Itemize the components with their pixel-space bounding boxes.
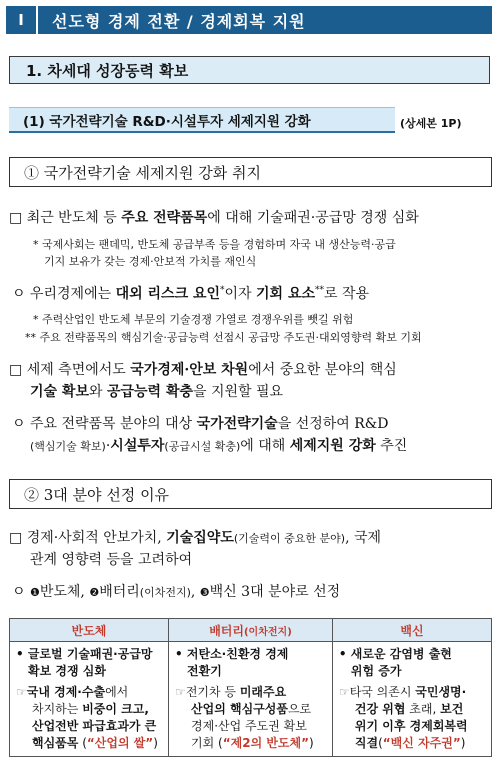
paragraph-three-fields [12,581,340,601]
paragraph-strategy-tech [12,413,388,433]
emphasis: 기술 확보 [30,384,89,400]
parenthetical: (핵심기술 확보) [30,440,106,453]
pointing-hand-icon: ☞ [338,685,350,699]
text: · [105,438,111,454]
chapter-number: Ⅰ [6,6,38,34]
paragraph-strategy-tech-cont [30,435,407,455]
number-badge-2: ❷ [89,586,100,599]
emphasis: 시설투자 [110,438,165,454]
text: 세제 측면에서도 [26,362,131,378]
cell-detail-line: 경제·산업 주도권 확보 [191,719,307,733]
text: , 국제 [345,530,382,546]
number-badge-1: ❶ [29,586,40,599]
cell-detail-line: ☞타국 의존시 국민생명· [338,685,467,699]
paragraph-competition [9,207,419,227]
circle-bullet: ㅇ [12,416,26,432]
circle-bullet: ㅇ [12,286,26,302]
parenthetical: (공급시설 확충) [164,440,241,453]
footnote-line: 기지 보유가 갖는 경제·안보적 가치를 재인식 [44,255,257,268]
emphasis: 대외 리스크 요인 [115,286,221,302]
parenthetical: (이차전지) [139,586,191,599]
pointing-hand-icon: ☞ [16,685,27,699]
cell-detail-line: ☞전기차 등 미래주요 [175,685,287,699]
text: 로 작용 [324,286,370,302]
text: 우리경제에는 [29,286,116,302]
text: 경제·사회적 안보가치, [26,530,167,546]
header-label: 백신 [400,623,424,638]
header-sublabel: (이차전지) [243,626,292,638]
section-title: 1. 차세대 성장동력 확보 [9,56,490,84]
three-fields-table [9,618,492,757]
emphasis: 국가경제·안보 차원 [130,362,249,378]
text: 을 지원할 필요 [193,384,284,400]
cell-detail-line: 산업의 핵심구성품으로 [191,702,312,716]
header-label: 배터리 [209,623,244,638]
emphasis: 주요 전략품목 [121,210,208,226]
circle-bullet: ㅇ [12,584,26,600]
footnote-mark: ** [315,285,324,296]
number-badge-3: ❸ [199,586,210,599]
text: 배터리 [99,584,140,600]
text: 백신 3대 분야로 선정 [209,584,341,600]
cell-bullet-line: 전환기 [187,664,222,678]
cell-bullet-line: • 새로운 감염병 출현 [338,647,452,661]
table-header-battery [169,619,333,642]
cell-detail-line: 핵심품목 (“산업의 쌀”) [32,736,158,750]
text: 이자 [224,286,257,302]
text: 을 선정하여 R&D [277,416,389,432]
paragraph-tax-need-cont [30,381,283,401]
cell-bullet-line: • 글로벌 기술패권·공급망 [16,647,153,661]
text: 에 대해 기술패권·공급망 경쟁 심화 [207,210,419,226]
text: 최근 반도체 등 [26,210,122,226]
table-header-semiconductor [10,619,169,642]
paragraph-criteria [9,527,381,547]
emphasis: 공급능력 확충 [106,384,193,400]
header-label: 반도체 [71,623,107,638]
table-header-vaccine [332,619,491,642]
cell-detail-line: 차지하는 비중이 크고, [32,702,149,716]
text: 와 [88,384,107,400]
emphasis: 기회 요소 [256,286,315,302]
emphasis: 세제지원 강화 [289,438,376,454]
cell-detail-line: ☞국내 경제·수출에서 [16,685,129,699]
square-bullet: □ [9,362,23,378]
cell-bullet-line: • 저탄소·친환경 경제 [175,647,289,661]
chapter-title: 선도형 경제 전환 / 경제회복 지원 [52,11,306,31]
paragraph-criteria-cont: 관계 영향력 등을 고려하여 [30,552,193,568]
footnote-line: ** 주요 전략품목의 핵심기술·공급능력 선점시 공급망 주도권·대외영향력 확보 기회 [25,331,422,344]
text: 추진 [375,438,408,454]
cell-detail-line: 기회 (“제2의 반도체”) [191,736,314,750]
cell-detail-line: 직결(“백신 자주권”) [354,736,466,750]
table-cell-vaccine [332,642,491,757]
cell-bullet-line: 확보 경쟁 심화 [28,664,106,678]
subsection-reference-note: (상세본 1P) [400,117,462,130]
emphasis: 국가전략기술 [196,416,278,432]
subsection-title: (1) 국가전략기술 R&D·시설투자 세제지원 강화 [9,107,395,133]
text: 반도체, [39,584,90,600]
cell-detail-line: 건강 위협 초래, 보건 [354,702,464,716]
footnote-mark: * [220,285,225,296]
cell-detail-line: 산업전반 파급효과가 큰 [32,719,157,733]
text: 주요 전략품목 분야의 대상 [29,416,197,432]
square-bullet: □ [9,210,23,226]
square-bullet: □ [9,530,23,546]
pointing-hand-icon: ☞ [175,685,186,699]
parenthetical: (기술력이 중요한 분야) [233,532,346,545]
heading-selection-reasons: ② 3대 분야 선정 이유 [9,479,492,509]
chapter-banner [6,6,492,34]
text: , [190,584,200,600]
heading-purpose: ① 국가전략기술 세제지원 강화 취지 [9,157,492,187]
cell-detail-line: 위기 이후 경제회복력 [354,719,468,733]
footnote-line: * 주력산업인 반도체 부문의 기술경쟁 가열로 경쟁우위를 뺏길 위험 [33,313,354,326]
emphasis: 기술집약도 [166,530,234,546]
table-cell-semiconductor [10,642,169,757]
paragraph-tax-need [9,359,397,379]
cell-bullet-line: 위험 증가 [350,664,402,678]
text: 에 대해 [240,438,290,454]
table-cell-battery [169,642,333,757]
paragraph-risk-opportunity [12,283,369,303]
footnote-line: * 국제사회는 팬데믹, 반도체 공급부족 등을 경험하며 자국 내 생산능력·공급 [33,238,396,251]
text: 에서 중요한 분야의 핵심 [248,362,397,378]
